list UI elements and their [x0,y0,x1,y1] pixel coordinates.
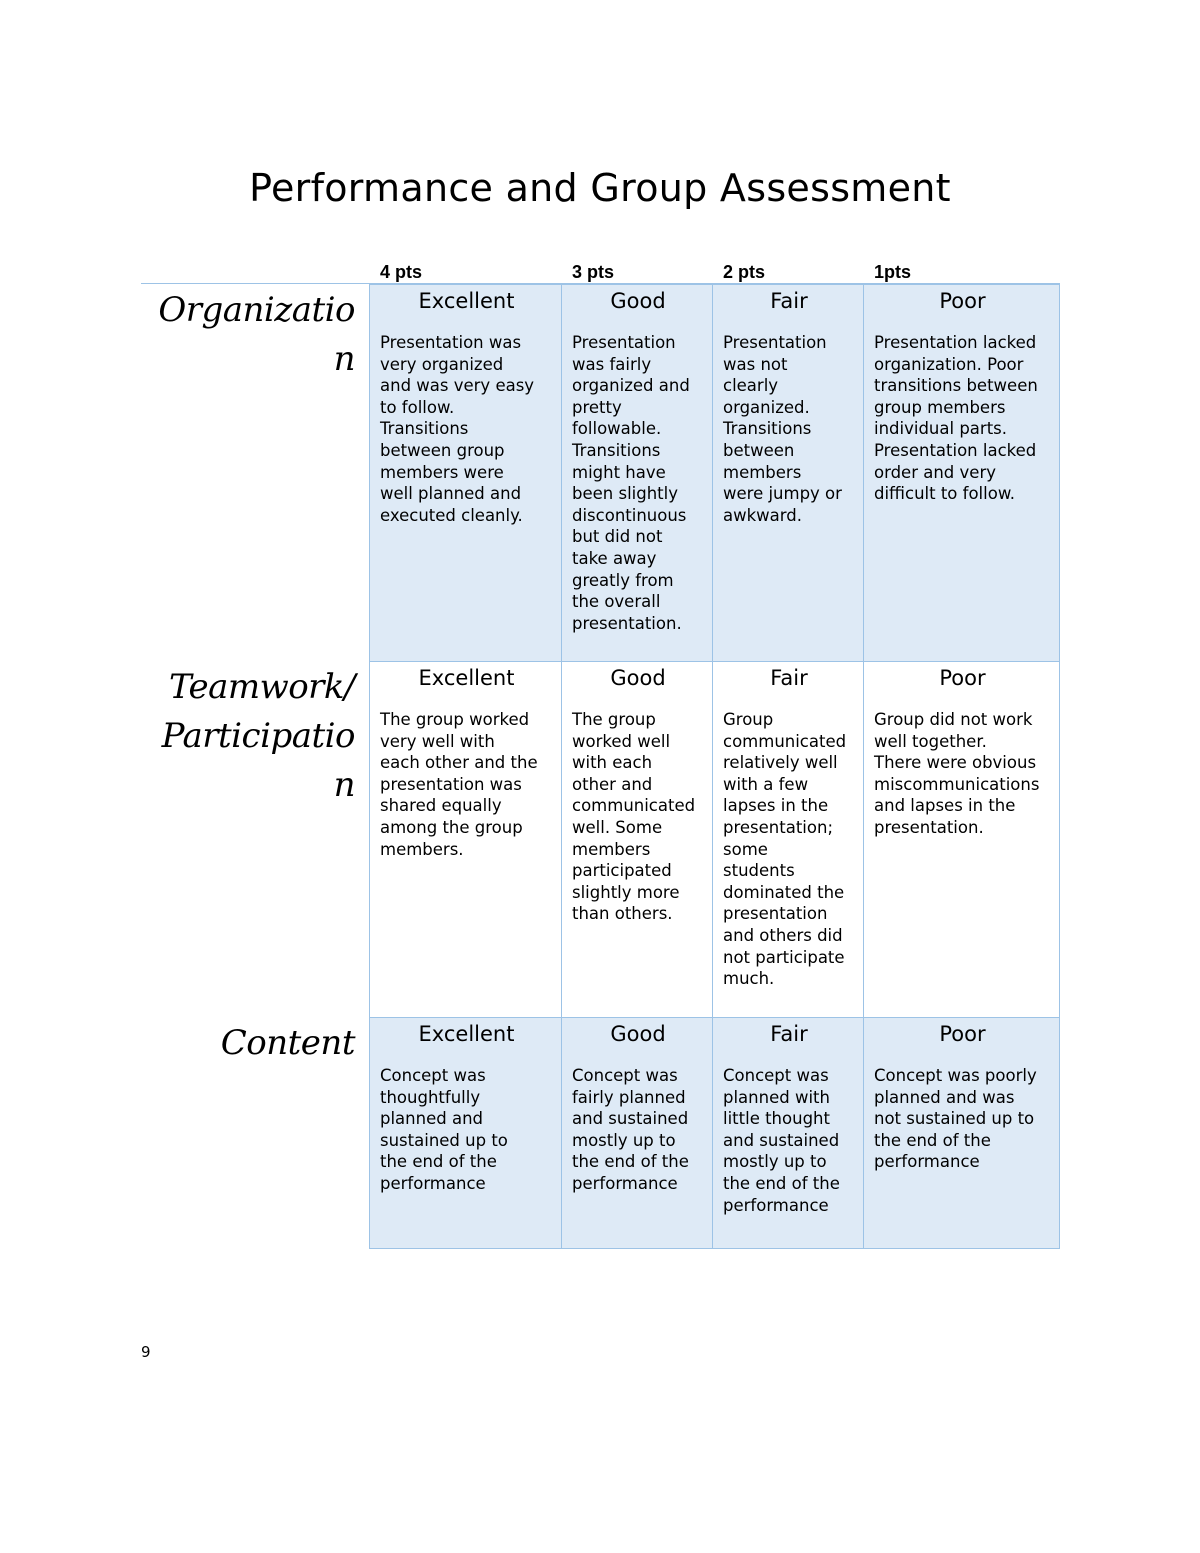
rating-label: Poor [939,289,986,313]
rating-label: Good [610,289,666,313]
table-cell [712,284,864,662]
points-label-poor: 1pts [874,262,912,282]
row-label-content: Content [220,1023,355,1063]
table-cell [863,1017,1060,1249]
rating-description: Presentation was not clearly organized. Transitions between members were jumpy or awkward. [723,333,842,525]
table-cell [369,284,562,662]
rating-label: Good [610,1022,666,1046]
page-number: 9 [141,1343,151,1361]
rating-description: The group worked well with each other and communicated well. Some members participated slightly more than others. [572,710,696,924]
table-cell [712,1017,864,1249]
rating-label: Fair [770,666,808,690]
table-cell [369,1017,562,1249]
rating-label: Excellent [418,289,515,313]
table-cell [712,661,864,1018]
rating-description: The group worked very well with each other and the presentation was shared equally among the group members. [380,710,538,859]
rating-description: Presentation was very organized and was very easy to follow. Transitions between group members were well planned and executed cleanly. [380,333,535,525]
page-title: Performance and Group Assessment [249,166,951,210]
points-label-excellent: 4 pts [380,262,423,282]
rating-description: Concept was poorly planned and was not sustained up to the end of the performance [874,1066,1037,1172]
rating-description: Presentation was fairly organized and pretty followable. Transitions might have been slightly discontinuous but did not take away greatly from the overall presentation. [572,333,690,633]
rating-description: Presentation lacked organization. Poor transitions between group members individual parts. Presentation lacked order and very difficult to follow. [874,333,1038,504]
table-cell [369,661,562,1018]
rating-label: Fair [770,1022,808,1046]
rating-label: Good [610,666,666,690]
rating-label: Poor [939,666,986,690]
rating-description: Group did not work well together. There were obvious miscommunications and lapses in the presentation. [874,710,1040,837]
row-label-organization: Organizatio n [158,290,355,379]
rating-description: Concept was planned with little thought and sustained mostly up to the end of the performance [723,1066,840,1215]
rating-label: Poor [939,1022,986,1046]
rating-label: Excellent [418,666,515,690]
table-cell [561,284,713,662]
table-cell [561,1017,713,1249]
row-label-teamwork: Teamwork/ Participatio n [161,667,355,805]
rating-description: Concept was fairly planned and sustained mostly up to the end of the performance [572,1066,689,1193]
points-label-fair: 2 pts [723,262,766,282]
table-cell [863,661,1060,1018]
table-cell [863,284,1060,662]
rating-description: Concept was thoughtfully planned and sustained up to the end of the performance [380,1066,508,1193]
table-cell [561,661,713,1018]
rating-label: Fair [770,289,808,313]
points-label-good: 3 pts [572,262,615,282]
rating-label: Excellent [418,1022,515,1046]
rating-description: Group communicated relatively well with a few lapses in the presentation; some students dominated the presentation and others did not participate much. [723,710,847,989]
